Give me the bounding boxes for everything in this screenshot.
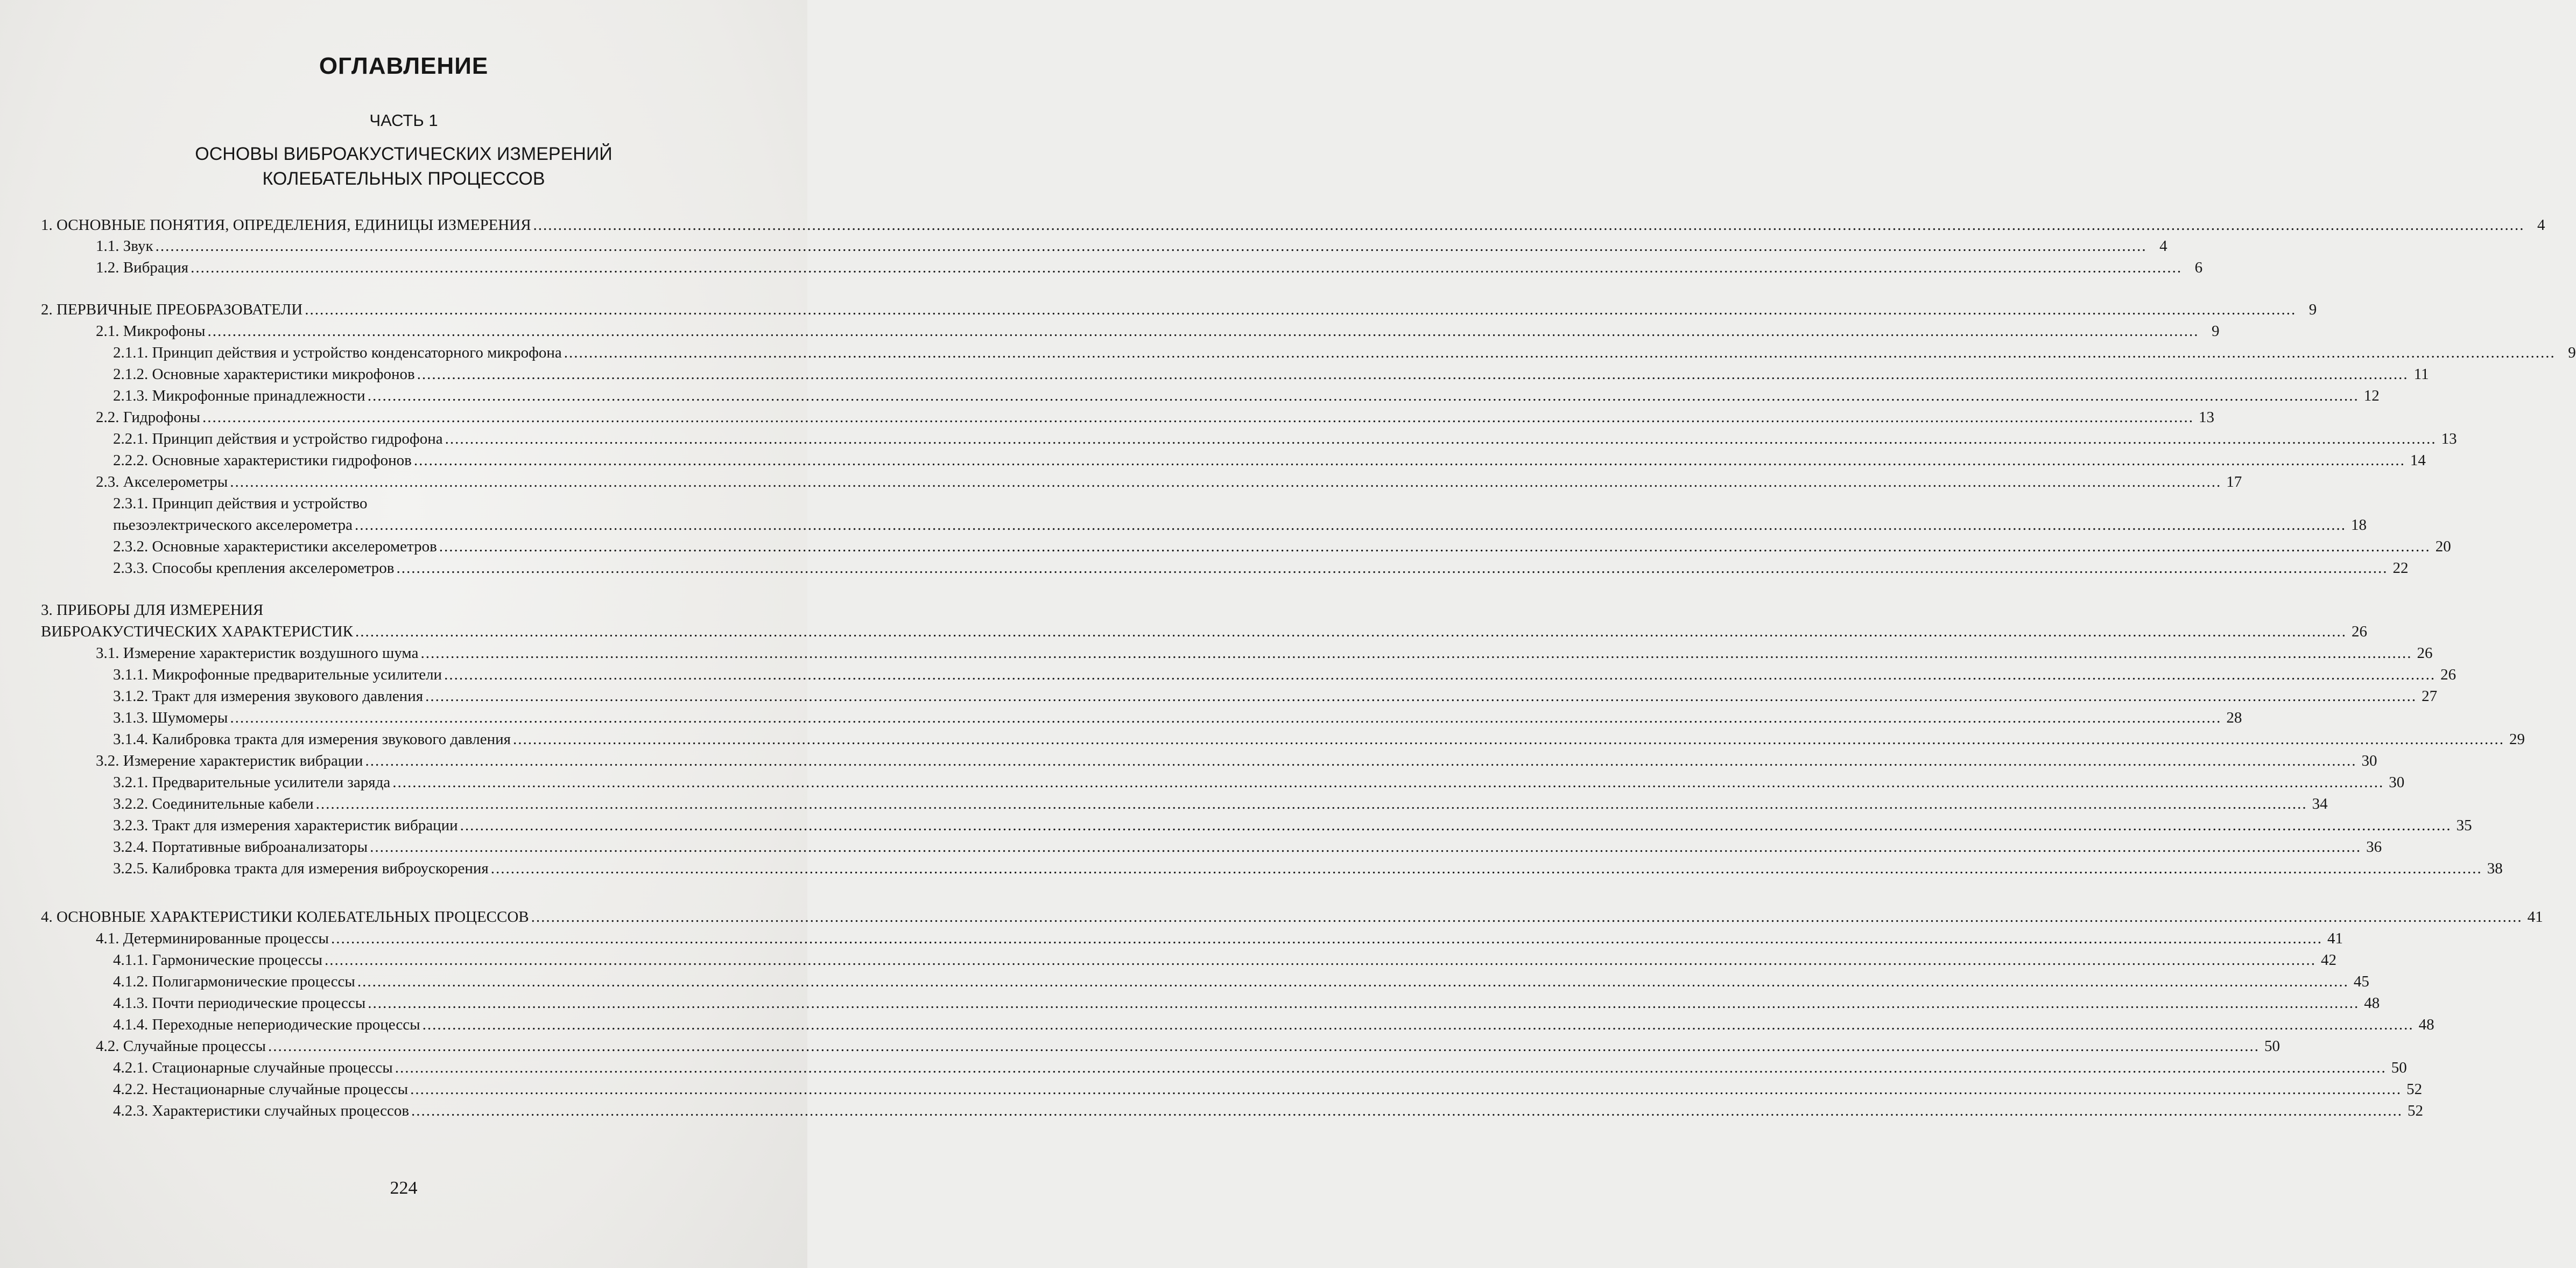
toc-entry — [41, 299, 2317, 320]
toc-page-number: 4 — [2159, 237, 2167, 255]
toc-leader-dots: ................................................................................................................................................................................................................................................................................................................................................................................................................ — [395, 1059, 2387, 1076]
toc-leader-dots: ................................................................................................................................................................................................................................................................................................................................................................................................................ — [268, 1038, 2260, 1055]
toc-leader-dots: ................................................................................................................................................................................................................................................................................................................................................................................................................ — [368, 994, 2360, 1012]
toc-entry — [113, 707, 2242, 728]
toc-page-number: 9 — [2568, 344, 2576, 361]
toc-page-number: 35 — [2456, 817, 2472, 834]
toc-page-number: 41 — [2327, 930, 2343, 947]
toc-entry — [113, 428, 2457, 450]
toc-page-number: 27 — [2422, 688, 2438, 705]
toc-entry — [113, 1100, 2424, 1122]
toc-leader-dots: ................................................................................................................................................................................................................................................................................................................................................................................................................ — [355, 623, 2347, 640]
toc-page-number: 26 — [2440, 666, 2457, 683]
toc-leader-dots: ................................................................................................................................................................................................................................................................................................................................................................................................................ — [392, 774, 2384, 791]
toc-entry-title: 4.2.3. Характеристики случайных процессов — [113, 1102, 410, 1119]
toc-page-number: 13 — [2198, 409, 2214, 426]
toc-leader-dots: ................................................................................................................................................................................................................................................................................................................................................................................................................ — [564, 344, 2556, 361]
toc-entry — [113, 772, 2405, 793]
toc-entry — [113, 1078, 2423, 1100]
toc-entry — [113, 793, 2328, 815]
toc-leader-dots: ................................................................................................................................................................................................................................................................................................................................................................................................................ — [417, 366, 2409, 383]
toc-entry-title: 2.1.3. Микрофонные принадлежности — [113, 387, 365, 404]
toc-entry — [96, 1035, 2281, 1057]
toc-entry — [113, 971, 2369, 992]
toc-entry — [113, 514, 2367, 536]
toc-entry — [113, 1057, 2407, 1078]
toc-entry-title: 3.2.1. Предварительные усилители заряда — [113, 774, 391, 791]
toc-entry-title: 1. ОСНОВНЫЕ ПОНЯТИЯ, ОПРЕДЕЛЕНИЯ, ЕДИНИЦЫ ИЗМЕРЕНИЯ — [41, 216, 531, 234]
toc-entry-title: 3.1.4. Калибровка тракта для измерения звукового давления — [113, 731, 511, 748]
toc-entry-title: 4.1.2. Полигармонические процессы — [113, 973, 355, 990]
toc-entry-title: 1.2. Вибрация — [96, 259, 189, 276]
toc-entry-title: 4.1.3. Почти периодические процессы — [113, 994, 366, 1012]
toc-leader-dots: ................................................................................................................................................................................................................................................................................................................................................................................................................ — [533, 216, 2525, 234]
toc-page-number: 50 — [2264, 1038, 2281, 1055]
toc-entry-title: 1.1. Звук — [96, 237, 153, 255]
page-title: ОГЛАВЛЕНИЕ — [319, 53, 489, 79]
toc-page-number: 48 — [2364, 994, 2380, 1012]
toc-entry-title: 2.3.3. Способы крепления акселерометров — [113, 559, 395, 577]
toc-entry-title: 2.2.2. Основные характеристики гидрофонов — [113, 452, 412, 469]
toc-leader-dots: ................................................................................................................................................................................................................................................................................................................................................................................................................ — [367, 387, 2359, 404]
toc-leader-dots: ................................................................................................................................................................................................................................................................................................................................................................................................................ — [420, 644, 2412, 662]
toc-leader-dots: ................................................................................................................................................................................................................................................................................................................................................................................................................ — [460, 817, 2452, 834]
toc-page-number: 26 — [2417, 644, 2433, 662]
toc-entry — [113, 949, 2337, 971]
toc-entry — [41, 621, 2367, 642]
toc-leader-dots: ................................................................................................................................................................................................................................................................................................................................................................................................................ — [396, 559, 2388, 577]
toc-leader-dots: ................................................................................................................................................................................................................................................................................................................................................................................................................ — [315, 795, 2307, 812]
toc-page-number: 22 — [2392, 559, 2409, 577]
toc-entry-title: 3.2. Измерение характеристик вибрации — [96, 752, 363, 769]
toc-entry — [41, 906, 2543, 928]
toc-leader-dots: ................................................................................................................................................................................................................................................................................................................................................................................................................ — [425, 688, 2417, 705]
toc-leader-dots: ................................................................................................................................................................................................................................................................................................................................................................................................................ — [354, 516, 2346, 534]
toc-entry-title: 2.1.1. Принцип действия и устройство конденсаторного микрофона — [113, 344, 562, 361]
toc-page-number: 13 — [2441, 430, 2457, 447]
toc-entry — [113, 992, 2380, 1014]
toc-leader-dots: ................................................................................................................................................................................................................................................................................................................................................................................................................ — [422, 1016, 2414, 1033]
toc-leader-dots: ................................................................................................................................................................................................................................................................................................................................................................................................................ — [413, 452, 2405, 469]
toc-entry — [96, 928, 2343, 949]
toc-page-number: 17 — [2226, 473, 2242, 491]
part-subtitle-line-2: КОЛЕБАТЕЛЬНЫХ ПРОЦЕССОВ — [262, 169, 545, 189]
toc-entry — [113, 728, 2525, 750]
toc-page-number: 11 — [2413, 366, 2429, 383]
toc-entry: 3. ПРИБОРЫ ДЛЯ ИЗМЕРЕНИЯ — [41, 601, 264, 619]
toc-entry — [113, 450, 2426, 471]
toc-entry — [113, 836, 2382, 858]
toc-page-number: 14 — [2410, 452, 2426, 469]
toc-entry-title: 4.1.4. Переходные непериодические процессы — [113, 1016, 420, 1033]
toc-entry-title: 3.1. Измерение характеристик воздушного шума — [96, 644, 419, 662]
toc-entry-title: 2. ПЕРВИЧНЫЕ ПРЕОБРАЗОВАТЕЛИ — [41, 301, 303, 318]
toc-page-number: 12 — [2363, 387, 2380, 404]
toc-entry — [113, 1014, 2434, 1035]
toc-leader-dots: ................................................................................................................................................................................................................................................................................................................................................................................................................ — [445, 430, 2437, 447]
toc-entry-title: 3.2.2. Соединительные кабели — [113, 795, 314, 812]
toc-entry — [113, 536, 2451, 557]
toc-page-number: 30 — [2389, 774, 2405, 791]
toc-leader-dots: ................................................................................................................................................................................................................................................................................................................................................................................................................ — [365, 752, 2357, 769]
toc-entry — [96, 320, 2220, 342]
toc-leader-dots: ................................................................................................................................................................................................................................................................................................................................................................................................................ — [370, 838, 2362, 856]
toc-entry — [113, 858, 2503, 879]
toc-leader-dots: ................................................................................................................................................................................................................................................................................................................................................................................................................ — [305, 301, 2297, 318]
toc-leader-dots: ................................................................................................................................................................................................................................................................................................................................................................................................................ — [439, 538, 2431, 555]
toc-entry — [113, 815, 2472, 836]
toc-entry — [113, 685, 2438, 707]
toc-page-number: 26 — [2351, 623, 2367, 640]
toc-leader-dots: ................................................................................................................................................................................................................................................................................................................................................................................................................ — [410, 1081, 2402, 1098]
toc-entry — [96, 235, 2167, 257]
toc-page-number: 41 — [2527, 908, 2543, 926]
toc-entry-title: пьезоэлектрического акселерометра — [113, 516, 353, 534]
toc-leader-dots: ................................................................................................................................................................................................................................................................................................................................................................................................................ — [330, 930, 2322, 947]
toc-leader-dots: ................................................................................................................................................................................................................................................................................................................................................................................................................ — [357, 973, 2349, 990]
toc-entry — [96, 471, 2242, 493]
toc-entry-title: ВИБРОАКУСТИЧЕСКИХ ХАРАКТЕРИСТИК — [41, 623, 353, 640]
toc-page-number: 52 — [2408, 1102, 2424, 1119]
toc-entry — [96, 257, 2203, 278]
toc-entry-title: 2.2. Гидрофоны — [96, 409, 200, 426]
toc-page-number: 20 — [2435, 538, 2451, 555]
toc-entry — [113, 385, 2380, 407]
toc-entry-title: 4.2. Случайные процессы — [96, 1038, 266, 1055]
toc-entry-title: 3.1.2. Тракт для измерения звукового давления — [113, 688, 424, 705]
toc-page-number: 52 — [2406, 1081, 2423, 1098]
toc-page-number: 45 — [2353, 973, 2369, 990]
toc-leader-dots: ................................................................................................................................................................................................................................................................................................................................................................................................................ — [207, 323, 2199, 340]
toc-page-number: 38 — [2487, 860, 2503, 877]
toc-entry — [96, 407, 2214, 428]
toc-entry-title: 4.1.1. Гармонические процессы — [113, 951, 323, 969]
toc-leader-dots: ................................................................................................................................................................................................................................................................................................................................................................................................................ — [230, 709, 2222, 726]
toc-entry — [96, 642, 2433, 664]
toc-entry — [41, 214, 2545, 236]
toc-entry — [113, 664, 2457, 685]
toc-leader-dots: ................................................................................................................................................................................................................................................................................................................................................................................................................ — [155, 237, 2147, 255]
toc-entry-title: 2.1.2. Основные характеристики микрофонов — [113, 366, 415, 383]
toc-leader-dots: ................................................................................................................................................................................................................................................................................................................................................................................................................ — [490, 860, 2482, 877]
toc-entry — [113, 363, 2429, 385]
toc-page-number: 18 — [2350, 516, 2367, 534]
toc-leader-dots: ................................................................................................................................................................................................................................................................................................................................................................................................................ — [325, 951, 2317, 969]
toc-entry-title: 3.1.1. Микрофонные предварительные усилители — [113, 666, 442, 683]
toc-entry-title: 2.1. Микрофоны — [96, 323, 206, 340]
toc-entry-title: 3.2.5. Калибровка тракта для измерения виброускорения — [113, 860, 489, 877]
toc-entry — [96, 750, 2377, 772]
toc-leader-dots: ................................................................................................................................................................................................................................................................................................................................................................................................................ — [191, 259, 2183, 276]
toc-entry — [113, 342, 2576, 363]
toc-entry: 2.3.1. Принцип действия и устройство — [113, 495, 368, 512]
toc-page-number: 48 — [2418, 1016, 2434, 1033]
toc-entry-title: 2.3. Акселерометры — [96, 473, 228, 491]
page-number: 224 — [390, 1178, 418, 1198]
toc-entry-title: 3.2.3. Тракт для измерения характеристик вибрации — [113, 817, 458, 834]
toc-entry — [113, 557, 2409, 579]
toc-page-number: 42 — [2321, 951, 2337, 969]
toc-entry-title: 2.2.1. Принцип действия и устройство гидрофона — [113, 430, 443, 447]
part-label: ЧАСТЬ 1 — [369, 111, 438, 130]
toc-page-number: 9 — [2211, 323, 2220, 340]
toc-entry-title: 4.2.1. Стационарные случайные процессы — [113, 1059, 393, 1076]
toc-entry-title: 4.2.2. Нестационарные случайные процессы — [113, 1081, 409, 1098]
toc-page-number: 50 — [2391, 1059, 2407, 1076]
toc-leader-dots: ................................................................................................................................................................................................................................................................................................................................................................................................................ — [531, 908, 2523, 926]
toc-page-number: 29 — [2509, 731, 2525, 748]
toc-leader-dots: ................................................................................................................................................................................................................................................................................................................................................................................................................ — [411, 1102, 2403, 1119]
toc-page-number: 30 — [2361, 752, 2377, 769]
toc-leader-dots: ................................................................................................................................................................................................................................................................................................................................................................................................................ — [202, 409, 2194, 426]
toc-page-number: 34 — [2312, 795, 2328, 812]
toc-page-number: 36 — [2366, 838, 2382, 856]
toc-entry-title: 4.1. Детерминированные процессы — [96, 930, 329, 947]
toc-leader-dots: ................................................................................................................................................................................................................................................................................................................................................................................................................ — [513, 731, 2505, 748]
toc-leader-dots: ................................................................................................................................................................................................................................................................................................................................................................................................................ — [444, 666, 2436, 683]
toc-page-number: 9 — [2308, 301, 2317, 318]
toc-entry-title: 4. ОСНОВНЫЕ ХАРАКТЕРИСТИКИ КОЛЕБАТЕЛЬНЫХ ПРОЦЕССОВ — [41, 908, 529, 926]
part-subtitle-line-1: ОСНОВЫ ВИБРОАКУСТИЧЕСКИХ ИЗМЕРЕНИЙ — [195, 144, 613, 164]
toc-entry-title: 3.2.4. Портативные виброанализаторы — [113, 838, 368, 856]
toc-entry-title: 3.1.3. Шумомеры — [113, 709, 228, 726]
toc-entry-title: 2.3.2. Основные характеристики акселерометров — [113, 538, 437, 555]
toc-page-number: 4 — [2537, 216, 2545, 234]
toc-page-number: 28 — [2226, 709, 2242, 726]
toc-page-number: 6 — [2194, 259, 2203, 276]
toc-leader-dots: ................................................................................................................................................................................................................................................................................................................................................................................................................ — [230, 473, 2222, 491]
